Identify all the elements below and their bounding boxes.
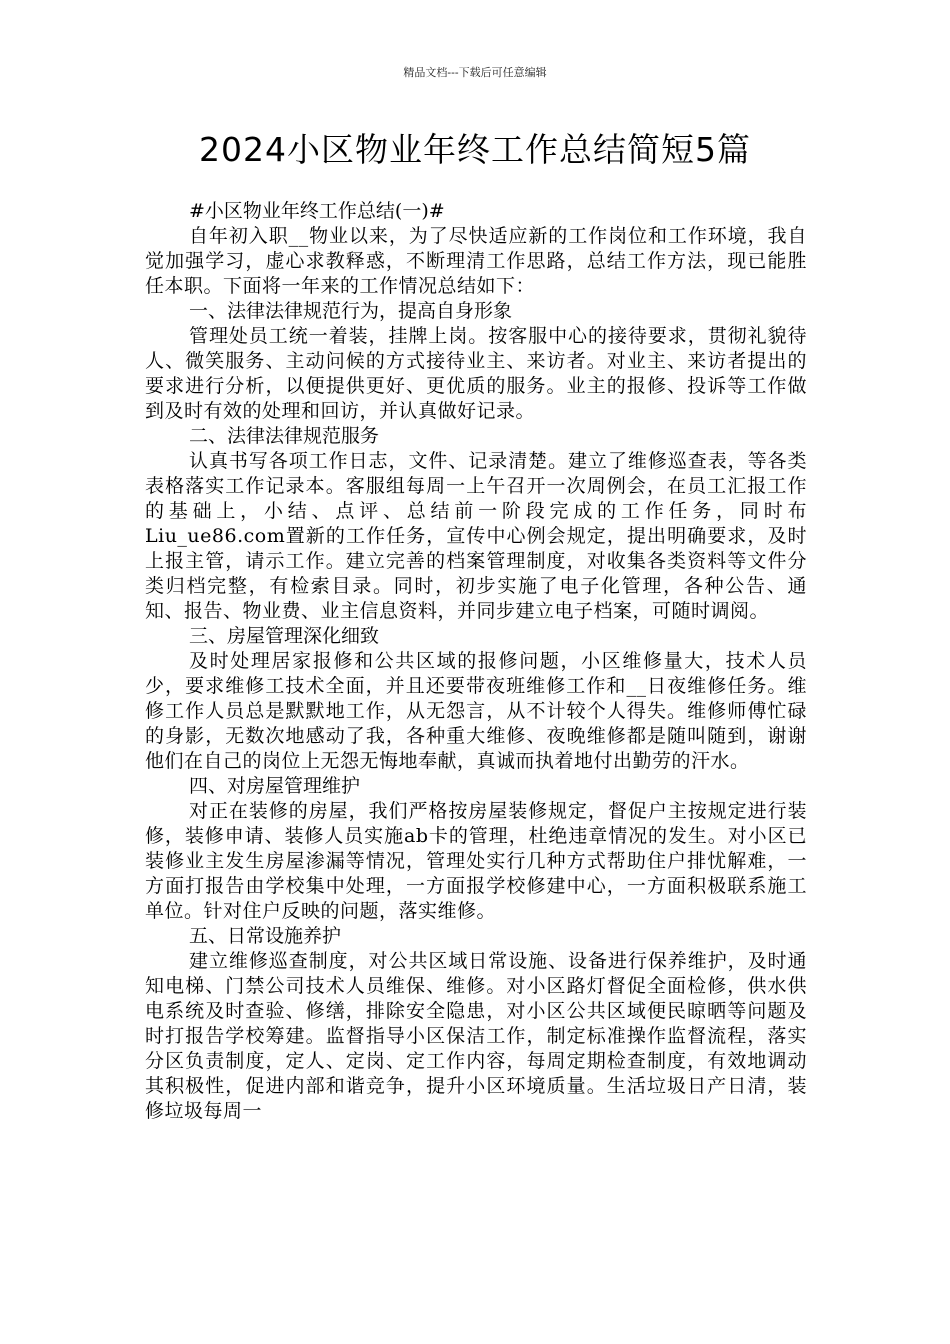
paragraph-5: 建立维修巡查制度，对公共区域日常设施、设备进行保养维护，及时通知电梯、门禁公司技术人员维保、维修。对小区路灯督促全面检修，供水供电系统及时查验、修缮，排除安全隐患，对小区公共区域便民晾晒等问题及时打报告学校筹建。监督指导小区保洁工作，制定标准操作监督流程，落实分区负责制度，定人、定岗、定工作内容，每周定期检查制度，有效地调动其积极性，促进内部和谐竞争，提升小区环境质量。生活垃圾日产日清，装修垃圾每周一 xyxy=(145,950,807,1122)
section-heading-4: 四、对房屋管理维护 xyxy=(189,775,361,797)
paragraph-3: 及时处理居家报修和公共区域的报修问题，小区维修量大，技术人员少，要求维修工技术全面，并且还要带夜班维修工作和__日夜维修任务。维修工作人员总是默默地工作，从无怨言，从不计较个人得失。维修师傅忙碌的身影，无数次地感动了我，各种重大维修、夜晚维修都是随叫随到，谢谢他们在自己的岗位上无怨无悔地奉献，真诚而执着地付出勤劳的汗水。 xyxy=(145,650,807,772)
section-heading-3: 三、房屋管理深化细致 xyxy=(189,625,380,647)
section-heading-1: 一、法律法律规范行为，提高自身形象 xyxy=(189,300,513,322)
section-heading-5: 五、日常设施养护 xyxy=(189,925,342,947)
paragraph-intro: 自年初入职__物业以来，为了尽快适应新的工作岗位和工作环境，我自觉加强学习，虚心求教释惑，不断理清工作思路，总结工作方法，现已能胜任本职。下面将一年来的工作情况总结如下： xyxy=(145,225,807,297)
page-header: 精品文档---下载后可任意编辑 xyxy=(403,66,547,79)
paragraph-4: 对正在装修的房屋，我们严格按房屋装修规定，督促户主按规定进行装修，装修申请、装修人员实施ab卡的管理，杜绝违章情况的发生。对小区已装修业主发生房屋渗漏等情况，管理处实行几种方式帮助住户排忧解难，一方面打报告由学校集中处理，一方面报学校修建中心，一方面积极联系施工单位。针对住户反映的问题，落实维修。 xyxy=(145,800,807,922)
paragraph-2: 认真书写各项工作日志，文件、记录清楚。建立了维修巡查表，等各类表格落实工作记录本。客服组每周一上午召开一次周例会，在员工汇报工作的基础上，小结、点评、总结前一阶段完成的工作任务，同时布Liu_ue86.com置新的工作任务，宣传中心例会规定，提出明确要求，及时上报主管，请示工作。建立完善的档案管理制度，对收集各类资料等文件分类归档完整，有检索目录。同时，初步实施了电子化管理，各种公告、通知、报告、物业费、业主信息资料，并同步建立电子档案，可随时调阅。 xyxy=(145,450,807,622)
section-heading-2: 二、法律法律规范服务 xyxy=(189,425,380,447)
document-body xyxy=(145,199,807,1124)
paragraph-1: 管理处员工统一着装，挂牌上岗。按客服中心的接待要求，贯彻礼貌待人、微笑服务、主动问候的方式接待业主、来访者。对业主、来访者提出的要求进行分析，以便提供更好、更优质的服务。业主的报修、投诉等工作做到及时有效的处理和回访，并认真做好记录。 xyxy=(145,325,807,422)
section-heading-intro: #小区物业年终工作总结(一)# xyxy=(189,200,445,222)
document-title: 2024小区物业年终工作总结简短5篇 xyxy=(199,130,751,169)
